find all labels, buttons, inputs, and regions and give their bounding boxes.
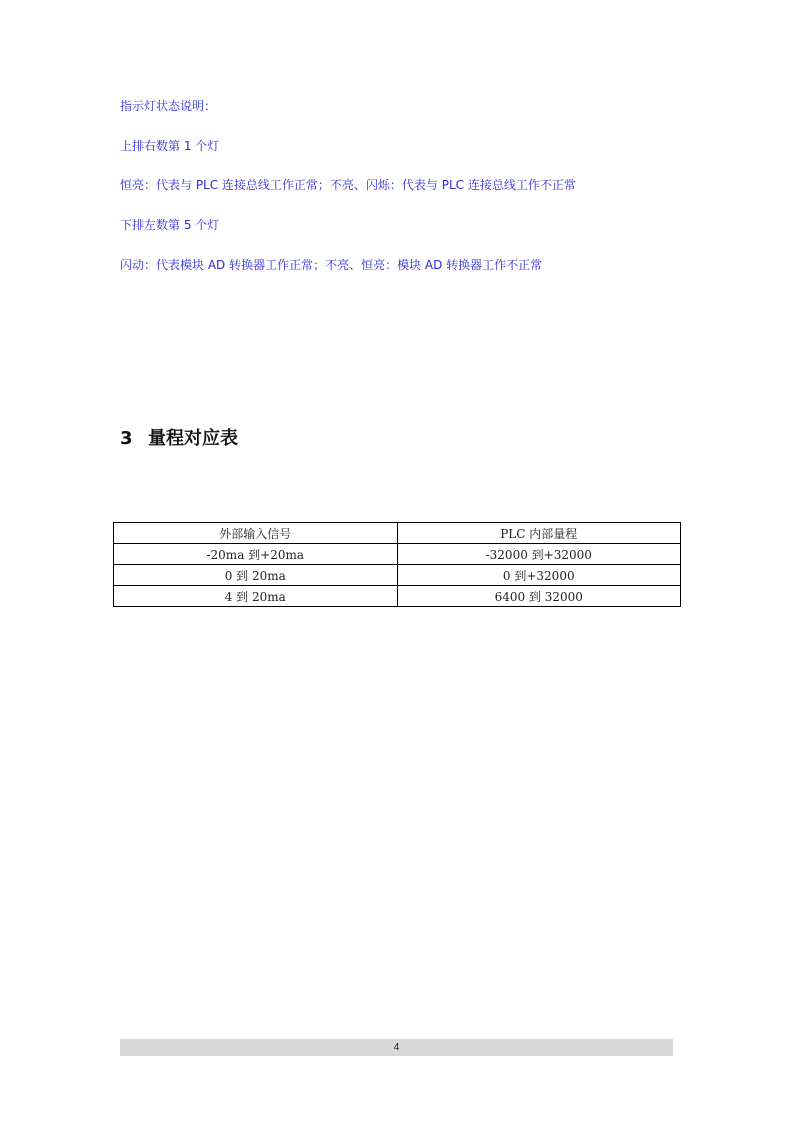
section-heading <box>120 428 238 450</box>
table-cell: 0 到+32000 <box>397 565 681 586</box>
range-table <box>113 522 681 607</box>
table-row <box>114 586 681 607</box>
table-cell: 6400 到 32000 <box>397 586 681 607</box>
page-footer <box>120 1039 673 1056</box>
section-title: 量程对应表 <box>148 428 238 449</box>
table-cell: 4 到 20ma <box>114 586 398 607</box>
note-line-blinking: 闪动：代表模块 AD 转换器工作正常；不亮、恒亮：模块 AD 转换器工作不正常 <box>120 258 543 272</box>
table-header-cell: PLC 内部量程 <box>397 523 681 544</box>
note-line-steady-on: 恒亮：代表与 PLC 连接总线工作正常；不亮、闪烁：代表与 PLC 连接总线工作不正常 <box>120 178 576 192</box>
table-header-cell: 外部输入信号 <box>114 523 398 544</box>
table-cell: 0 到 20ma <box>114 565 398 586</box>
table-row <box>114 565 681 586</box>
page-number: 4 <box>393 1042 400 1053</box>
table-row <box>114 544 681 565</box>
table-cell: -32000 到+32000 <box>397 544 681 565</box>
section-number: 3 <box>120 428 133 449</box>
table-cell: -20ma 到+20ma <box>114 544 398 565</box>
table-header-row <box>114 523 681 544</box>
note-line-upper-row: 上排右数第 1 个灯 <box>120 139 220 153</box>
note-line-lower-row: 下排左数第 5 个灯 <box>120 218 220 232</box>
note-line-title: 指示灯状态说明： <box>120 99 217 113</box>
